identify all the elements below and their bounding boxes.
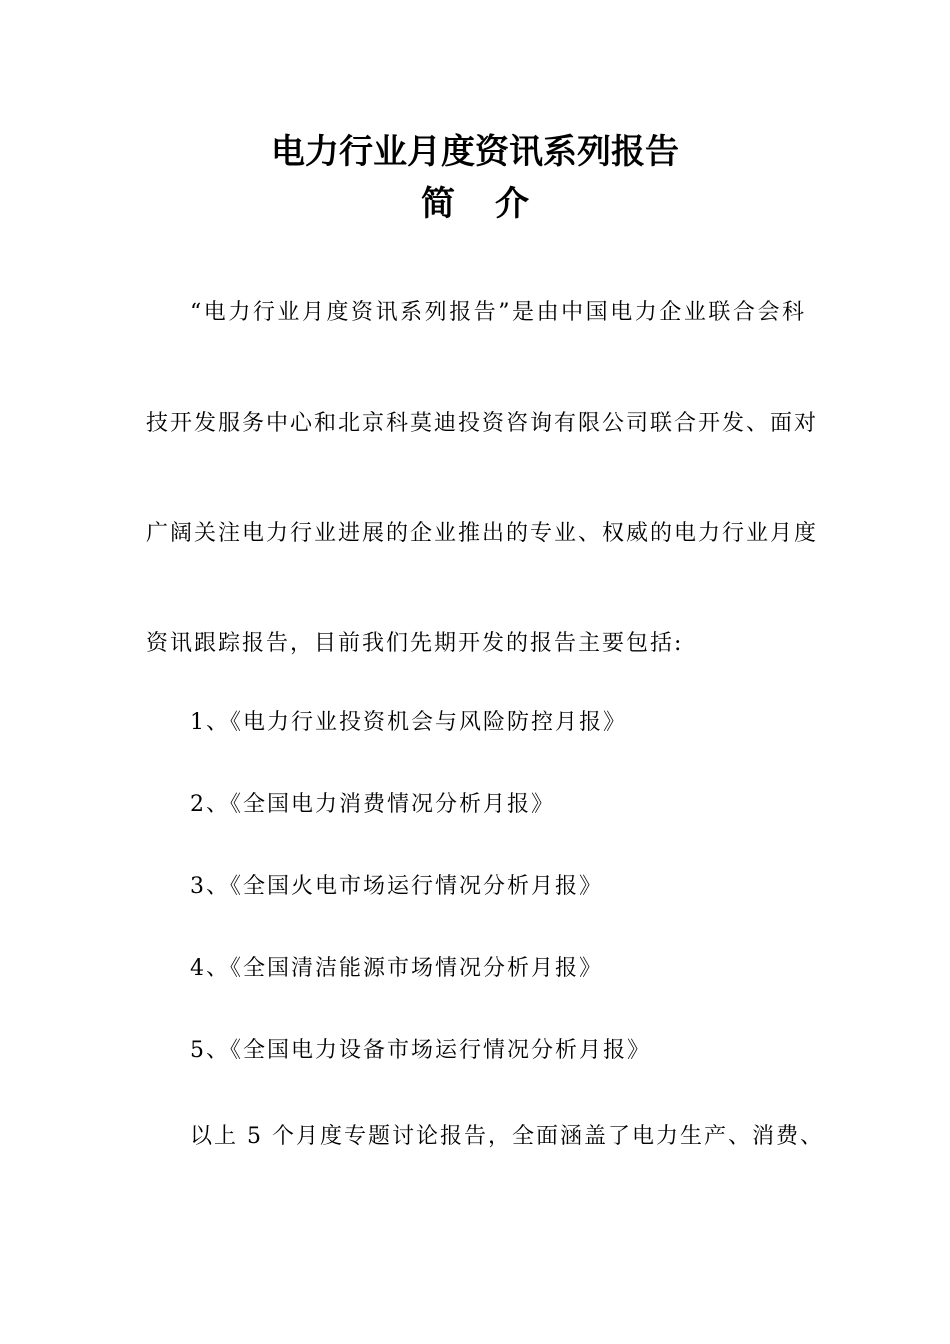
subtitle-char-1: 简: [421, 184, 455, 224]
subtitle-char-2: 介: [495, 184, 529, 224]
intro-line-3: 广阔关注电力行业进展的企业推出的专业、权威的电力行业月度: [146, 521, 819, 546]
report-item-3: 3、《全国火电市场运行情况分析月报》: [190, 874, 603, 899]
intro-line-1: “电力行业月度资讯系列报告”是由中国电力企业联合会科: [190, 300, 806, 325]
report-item-2: 2、《全国电力消费情况分析月报》: [190, 792, 555, 817]
report-item-5: 5、《全国电力设备市场运行情况分析月报》: [190, 1038, 651, 1063]
report-item-4: 4、《全国清洁能源市场情况分析月报》: [190, 956, 603, 981]
document-title: 电力行业月度资讯系列报告: [271, 132, 679, 172]
intro-line-2: 技开发服务中心和北京科莫迪投资咨询有限公司联合开发、面对: [146, 411, 819, 436]
report-item-1: 1、《电力行业投资机会与风险防控月报》: [190, 710, 627, 735]
closing-line: 以上 5 个月度专题讨论报告，全面涵盖了电力生产、消费、: [190, 1124, 824, 1149]
document-subtitle: [0, 184, 950, 224]
intro-line-4: 资讯跟踪报告，目前我们先期开发的报告主要包括:: [146, 631, 684, 656]
